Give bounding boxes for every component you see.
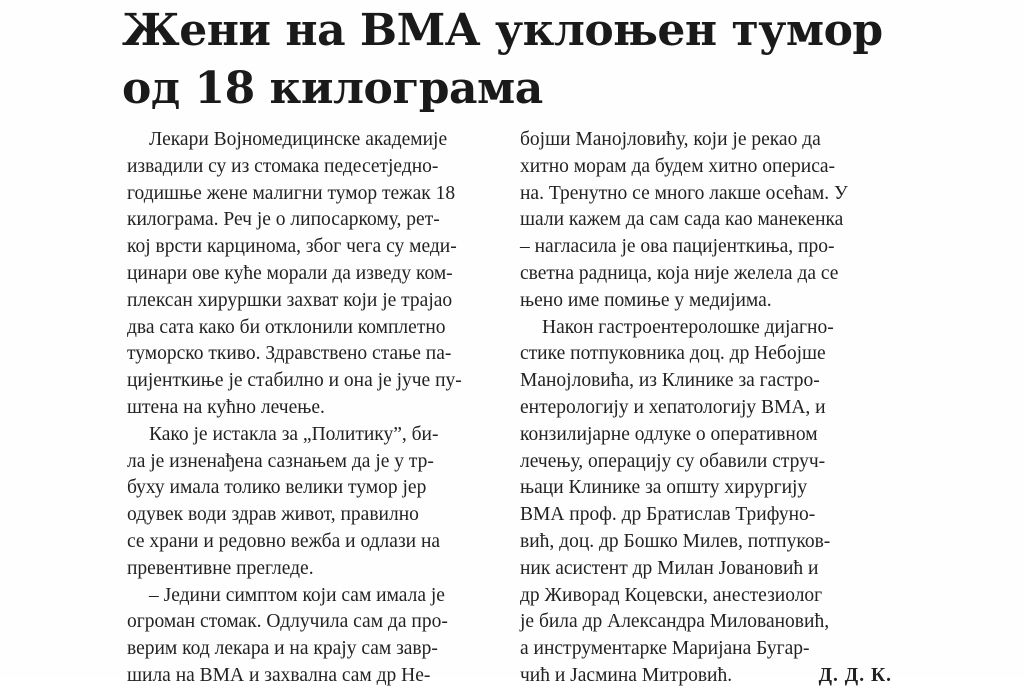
final-line-with-byline [520,663,894,690]
text-line: ник асистент др Милан Јовановић и [520,557,819,579]
text-line: Лекари Војномедицинске академије [149,129,448,150]
text-line: др Живорад Коцевски, анестезиолог [520,584,823,606]
text-line: Након гастроентеролошке дијагно- [542,316,834,338]
text-line: се храни и редовно вежба и одлази на [127,530,441,552]
text-line: њено име помиње у медијима. [520,289,772,311]
text-line: огроман стомак. Одлучила сам да про- [127,611,448,633]
text-line: буху имала толико велики тумор јер [127,477,427,499]
text-line: годишње жене малигни тумор тежак 18 [127,182,456,204]
text-line: цинари ове куће морали да изведу ком- [127,262,453,284]
text-line: хитно морам да будем хитно оперисa- [520,155,836,177]
text-line: стике потпуковника доц. др Небојше [520,343,826,365]
text-line: – нагласила је ова пацијенткиња, про- [520,236,835,258]
text-line: цијенткиње је стабилно и она је јуче пу- [127,370,462,392]
text-line: њаци Клинике за општу хирургију [520,477,808,499]
text-line: плексан хируршки захват који је трајао [127,289,453,311]
text-line: ла је изненађена сазнањем да је у тр- [127,450,434,472]
text-line: је била др Александра Миловановић, [520,611,830,633]
text-line: ВМА проф. др Братислав Трифуно- [520,504,816,526]
text-line: туморско ткиво. Здравствено стање па- [127,343,452,365]
author-byline: Д. Д. К. [818,664,892,686]
article-column-right [520,127,894,690]
text-line: конзилијарне одлуке о оперативном [520,423,818,445]
text-line: ентерологију и хепатологију ВМА, и [520,396,826,418]
text-line: два сата како би отклонили комплетно [127,316,446,338]
text-line: вић, доц. др Бошко Милев, потпуков- [520,530,831,552]
text-line: светна радница, која није желела да се [520,262,839,284]
headline-line: од 18 килограма [122,63,543,114]
text-line: верим код лекара и на крају сам завр- [127,638,438,660]
text-line: извадили су из стомака педесетједно- [127,155,439,177]
text-line: – Једини симптом који сам имала је [149,584,445,606]
text-line: бојши Манојловићу, који је рекао да [520,129,821,150]
text-line: чић и Јасмина Митровић. [520,664,733,686]
article-headline [122,2,902,118]
text-line: а инструментарке Маријана Бугар- [520,638,810,660]
text-line: килограма. Реч је о липосаркому, рет- [127,209,440,231]
text-line: Манојловића, из Клинике за гастро- [520,370,820,392]
article-column-left [127,127,501,690]
text-line: одувек води здрав живот, правилно [127,504,419,526]
headline-line: Жени на ВМА уклоњен тумор [122,5,883,56]
text-line: Како је истакла за „Политику”, би- [149,423,439,445]
text-line: лечењу, операцију су обавили струч- [520,450,826,472]
text-line: штена на кућно лечење. [127,396,325,418]
text-line: превентивне прегледе. [127,557,314,579]
text-line: кој врсти карцинома, због чега су меди- [127,236,457,258]
text-line: на. Тренутно се много лакше осећам. У [520,182,848,204]
text-line: шали кажем да сам сада као манекенка [520,209,844,231]
text-line: шила на ВМА и захвална сам др Не- [127,664,431,686]
